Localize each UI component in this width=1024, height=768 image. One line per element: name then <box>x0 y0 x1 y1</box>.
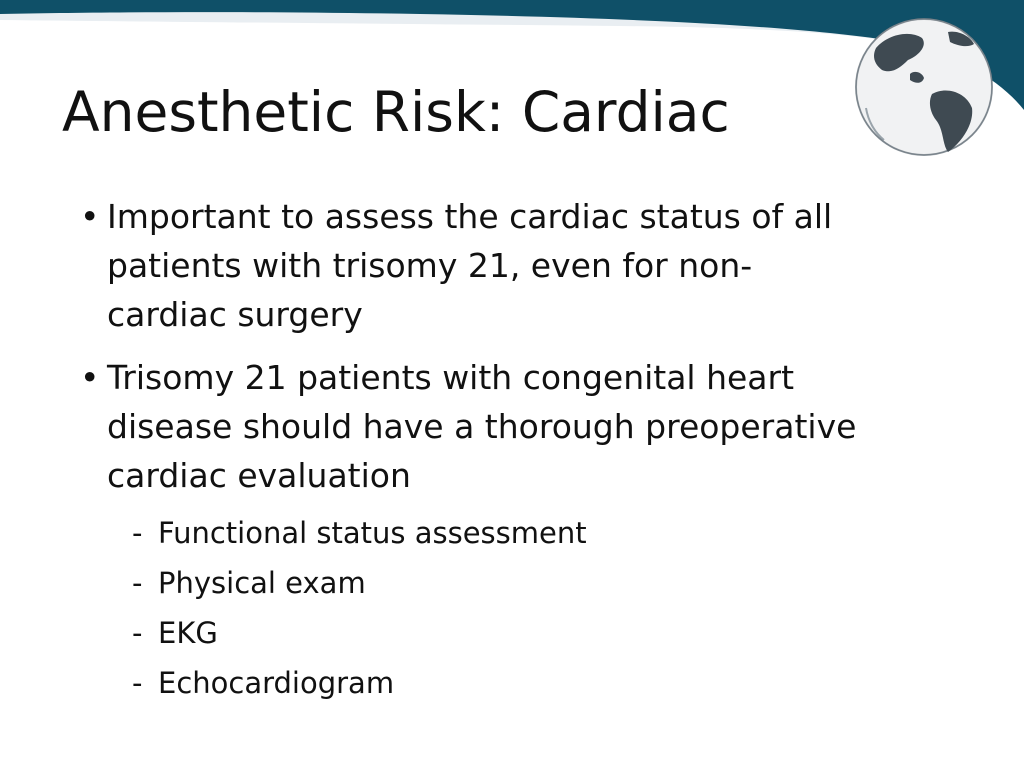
bullet-list <box>80 192 980 708</box>
sub-bullet-text: EKG <box>158 616 218 650</box>
bullet-text: Trisomy 21 patients with congenital heart disease should have a thorough preoperative cardiac evaluation <box>107 358 857 495</box>
sub-bullet-marker: - <box>132 516 143 550</box>
bullet-marker: • <box>80 358 100 397</box>
sub-bullet-item <box>80 658 980 708</box>
sub-bullet-text: Functional status assessment <box>158 516 587 550</box>
bullet-text: Important to assess the cardiac status of all patients with trisomy 21, even for non- cardiac surgery <box>107 197 833 334</box>
sub-bullet-marker: - <box>132 566 143 600</box>
sub-bullet-item <box>80 508 980 558</box>
sub-bullet-list <box>80 508 980 708</box>
bullet-marker: • <box>80 197 100 236</box>
slide-title: Anesthetic Risk: Cardiac <box>62 80 730 144</box>
bullet-item <box>80 353 980 500</box>
bullet-item <box>80 192 980 339</box>
globe-icon <box>848 12 1000 158</box>
sub-bullet-item <box>80 608 980 658</box>
sub-bullet-text: Physical exam <box>158 566 366 600</box>
sub-bullet-text: Echocardiogram <box>158 666 395 700</box>
sub-bullet-marker: - <box>132 666 143 700</box>
sub-bullet-marker: - <box>132 616 143 650</box>
sub-bullet-item <box>80 558 980 608</box>
